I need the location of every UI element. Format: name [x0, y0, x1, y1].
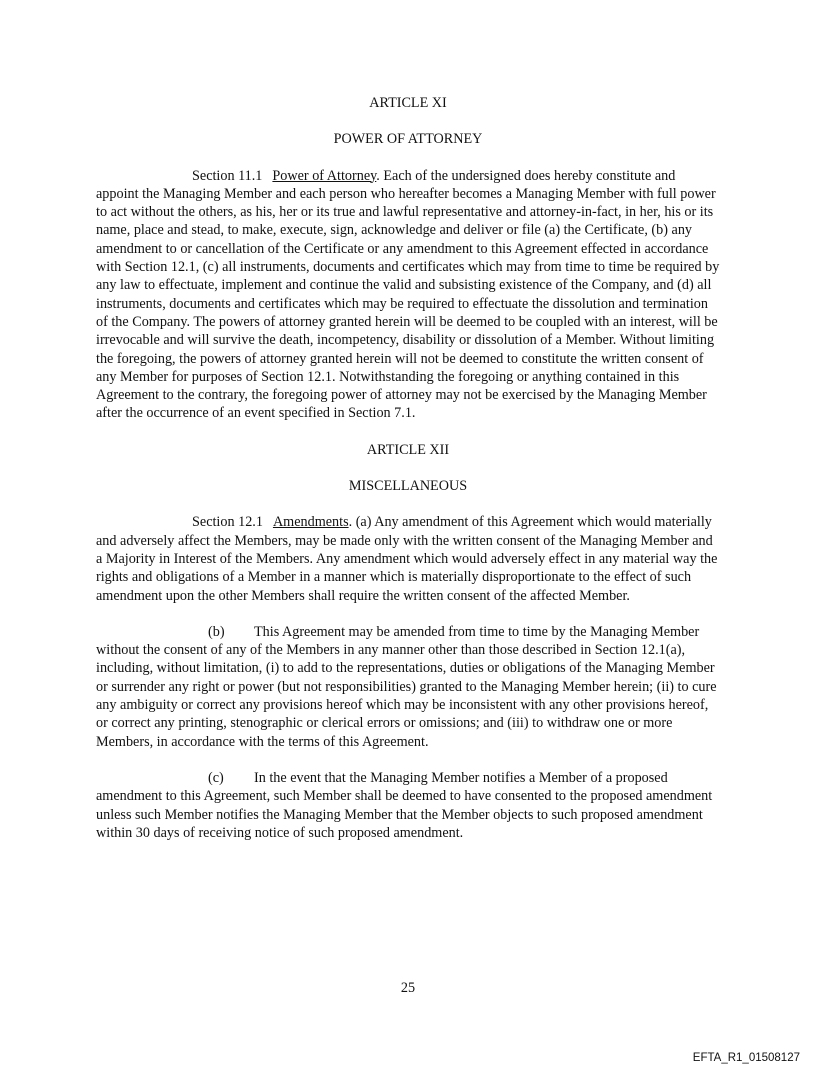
document-id-footer: EFTA_R1_01508127: [692, 1052, 800, 1064]
section-12-1-b-paragraph: [96, 623, 720, 751]
section-11-1-caption: Power of Attorney: [272, 167, 377, 184]
section-11-1-text: . Each of the undersigned does hereby constitute and appoint the Managing Member and each person who hereafter becomes a Managing Member with full power to act without the others, as his, her or its true and lawful representative and attorney-in-fact, in her, his or its name, place and stead, to make, execute, sign, acknowledge and deliver or file (a) the Certificate, (b) any amendment to or cancellation of the Certificate or any amendment to this Agreement effected in accordance with Section 12.1, (c) all instruments, documents and certificates which may from time to time be required by any law to effectuate, implement and continue the valid and subsisting existence of the Company, and (d) all instruments, documents and certificates which may be required to effectuate the dissolution and termination of the Company. The powers of attorney granted herein will be deemed to be coupled with an interest, will be irrevocable and will survive the death, incompetency, disability or dissolution of a Member. Without limiting the foregoing, the powers of attorney granted herein will not be deemed to constitute the written consent of any Member for purposes of Section 12.1. Notwithstanding the foregoing or anything contained in this Agreement to the contrary, the foregoing power of attorney may not be exercised by the Managing Member after the occurrence of an event specified in Section 7.1.: [96, 167, 720, 422]
article-xii-heading: ARTICLE XII: [366, 441, 450, 458]
section-12-1-c-paragraph: [96, 769, 720, 842]
section-12-1-paragraph: [96, 513, 720, 604]
section-11-1-paragraph: [96, 167, 720, 423]
section-12-1-b-label: (b): [208, 623, 225, 640]
section-11-1-number: Section 11.1: [192, 167, 263, 184]
section-12-1-c-label: (c): [208, 769, 224, 786]
section-12-1-number: Section 12.1: [192, 514, 263, 531]
section-12-1-text: . (a) Any amendment of this Agreement which would materially and adversely affect the Members, may be made only with the written consent of the Managing Member and a Majority in Interest of the Members. Any amendment which would adversely effect in any material way the rights and obligations of a Member in a manner which is materially disproportionate to the effect of such amendment upon the other Members shall require the written consent of the affected Member.: [96, 514, 718, 604]
section-12-1-c-text: In the event that the Managing Member notifies a Member of a proposed amendment to this Agreement, such Member shall be deemed to have consented to the proposed amendment unless such Member notifies the Managing Member that the Member objects to such proposed amendment within 30 days of receiving notice of such proposed amendment.: [96, 769, 713, 841]
section-12-1-caption: Amendments: [272, 514, 349, 531]
article-xi-title: POWER OF ATTORNEY: [333, 131, 483, 148]
section-12-1-b-text: This Agreement may be amended from time to time by the Managing Member without the consent of any of the Members in any manner other than those described in Section 12.1(a), including, without limitation, (i) to add to the representations, duties or obligations of the Managing Member or surrender any right or power (but not responsibilities) granted to the Managing Member herein; (ii) to cure any ambiguity or correct any provisions hereof which may be inconsistent with any other provisions hereof, or correct any printing, stenographic or clerical errors or omissions; and (iii) to withdraw one or more Members, in accordance with the terms of this Agreement.: [96, 623, 717, 750]
document-body: [96, 94, 720, 842]
article-xi-heading: ARTICLE XI: [369, 95, 447, 111]
article-xii-title: MISCELLANEOUS: [348, 478, 468, 495]
page-number: 25: [400, 980, 416, 996]
